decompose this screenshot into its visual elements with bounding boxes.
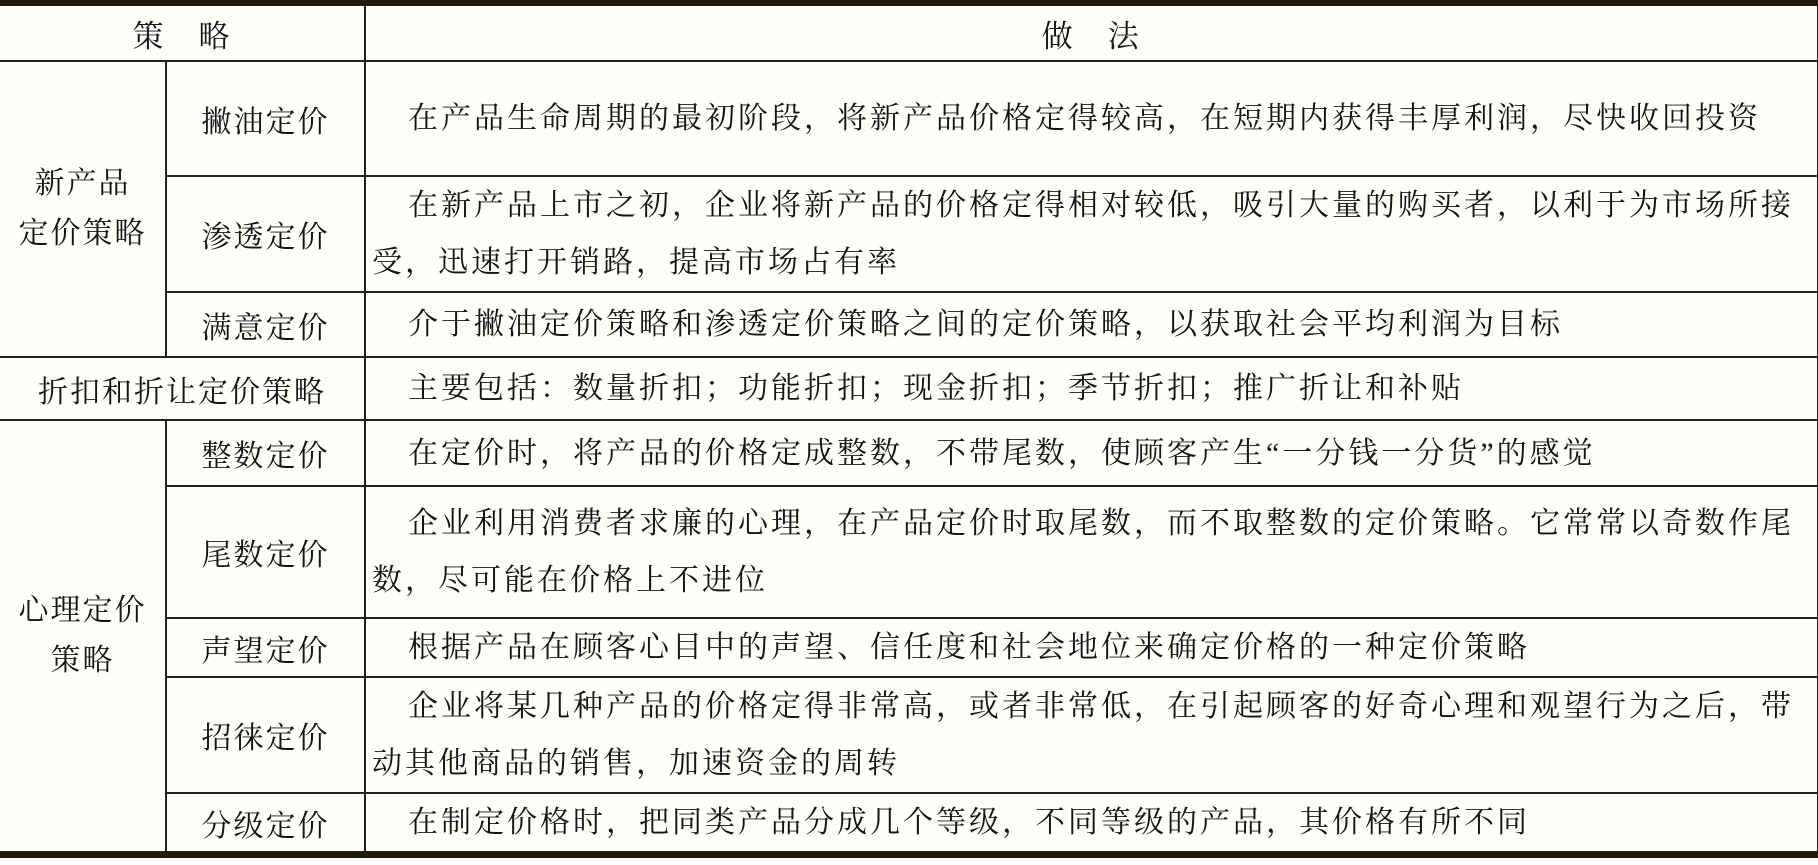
table-row [0,176,1818,292]
strategy-label: 撇油定价 [201,105,330,139]
table-row [0,618,1818,677]
group-cell-psychological-pricing [0,420,166,855]
strategy-label: 渗透定价 [201,221,330,254]
method-cell-penetration: 在新产品上市之初，企业将新产品的价格定得相对较低，吸引大量的购买者，以利于为市场所接受，迅速打开销路，提高市场占有率 [365,176,1818,292]
header-cell-method [365,3,1818,61]
strategy-label: 整数定价 [201,440,330,473]
method-cell-odd-ending: 企业利用消费者求廉的心理，在产品定价时取尾数，而不取整数的定价策略。它常常以奇数作尾数，尽可能在价格上不进位 [365,486,1818,618]
group-label-line: 策略 [50,644,115,677]
table-header-row [0,3,1818,61]
method-cell-loss-leader: 企业将某几种产品的价格定得非常高，或者非常低，在引起顾客的好奇心理和观望行为之后，带动其他商品的销售，加速资金的周转 [365,677,1818,793]
strategy-cell-loss-leader [166,677,365,793]
table-row [0,292,1818,357]
group-label-line: 心理定价 [18,594,147,627]
group-cell-new-product-pricing [0,61,166,357]
strategy-label: 分级定价 [201,809,330,843]
strategy-cell-penetration [166,176,365,292]
method-cell-discount-allowance: 主要包括：数量折扣；功能折扣；现金折扣；季节折扣；推广折让和补贴 [365,357,1818,420]
strategy-cell-graded [166,793,365,855]
header-cell-strategy [0,3,365,61]
strategy-cell-skimming [166,61,365,176]
group-label-line: 定价策略 [18,217,147,250]
table-row [0,677,1818,793]
table-row [0,61,1818,176]
strategy-label: 折扣和折让定价策略 [38,375,326,409]
header-method-label: 做 法 [1041,18,1141,54]
strategy-cell-integer [166,420,365,486]
table-row [0,357,1818,420]
method-cell-integer: 在定价时，将产品的价格定成整数，不带尾数，使顾客产生“一分钱一分货”的感觉 [365,420,1818,486]
strategy-label: 满意定价 [201,311,330,345]
method-cell-prestige: 根据产品在顾客心目中的声望、信任度和社会地位来确定价格的一种定价策略 [365,618,1818,677]
table-row [0,486,1818,618]
strategy-label: 尾数定价 [201,539,330,572]
header-strategy-label: 策 略 [132,18,232,54]
method-cell-skimming: 在产品生命周期的最初阶段，将新产品价格定得较高，在短期内获得丰厚利润，尽快收回投资 [365,61,1818,176]
method-cell-graded: 在制定价格时，把同类产品分成几个等级，不同等级的产品，其价格有所不同 [365,793,1818,855]
strategy-cell-discount-allowance [0,357,365,420]
table-row [0,420,1818,486]
method-cell-satisfactory: 介于撇油定价策略和渗透定价策略之间的定价策略，以获取社会平均利润为目标 [365,292,1818,357]
strategy-cell-satisfactory [166,292,365,357]
table-row [0,793,1818,855]
strategy-cell-odd-ending [166,486,365,618]
strategy-label: 招徕定价 [201,722,330,755]
strategy-label: 声望定价 [201,634,330,668]
strategy-cell-prestige [166,618,365,677]
group-label-line: 新产品 [34,167,131,200]
